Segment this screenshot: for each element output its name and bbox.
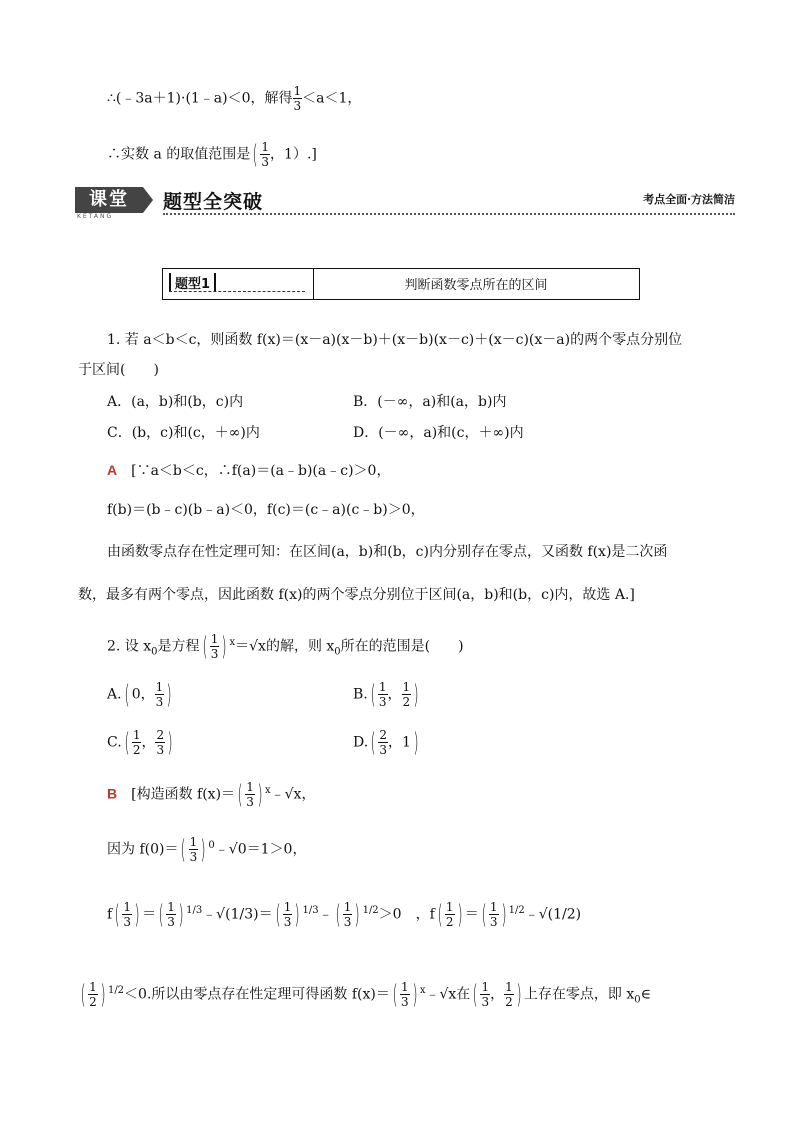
- q2-stem: 2. 设 $x_0$是方程( $\frac{1}{3}$ ) $^x$＝√x的解，则 $x_0$所在的范围是( ): [107, 631, 464, 662]
- type-label-cell: [163, 269, 314, 299]
- q1-solution-2: f(b)＝(b﹣c)(b﹣a)＜0，f(c)＝(c﹣a)(c﹣b)＞0，: [107, 502, 425, 518]
- question-type-box: [162, 268, 640, 300]
- q1-option-d: D．(－∞，a)和(c，＋∞)内: [353, 425, 524, 441]
- q1-option-c: C．(b，c)和(c，＋∞)内: [107, 425, 260, 441]
- intro-line-1: ∴(﹣3a＋1)·(1﹣a)＜0，解得 $\frac{1}{3}$ ＜a＜1，: [107, 84, 362, 113]
- q1-stem-2: 于区间( ): [78, 362, 159, 378]
- q2-solution-1: B [构造函数 f(x)＝( $\frac{1}{3}$ ) $^x$﹣√x，: [107, 779, 316, 810]
- q1-answer: A: [107, 462, 118, 478]
- type-title: 判断函数零点所在的区间: [404, 278, 548, 293]
- banner-title: 题型全突破: [163, 191, 264, 213]
- banner-arrow: [143, 187, 153, 213]
- q2-option-c: C.( $\frac{1}{2}$ ， $\frac{2}{3}$ ): [107, 727, 173, 758]
- q1-solution-3: 由函数零点存在性定理可知：在区间(a，b)和(b，c)内分别存在零点，又函数 f(x)是二次函: [107, 544, 668, 560]
- banner-badge: 课堂: [75, 187, 143, 213]
- q2-solution-4: ( $\frac{1}{2}$ ) $^{1/2}$＜0.所以由零点存在性定理可得函数 f(x)＝( $\frac{1}{3}$ ) $^x$﹣√x在( $\frac{1}{3}$ ， $\frac{1}{2}$ ) 上存在零点，即 $x_0\in$: [80, 979, 651, 1010]
- q2-solution-3: f( $\frac{1}{3}$ ) ＝( $\frac{1}{3}$ ) $^{1/3}$﹣√(1/3)＝( $\frac{1}{3}$ ) $^{1/3}$﹣( $\frac{1}{3}$ ) $^{1/2}$＞0 ，f( $\frac{1}{2}$ ) ＝( $\frac{1}{3}$ ) $^{1/2}$﹣√(1/2): [107, 899, 582, 930]
- q2-option-b: B.( $\frac{1}{3}$ ， $\frac{1}{2}$ ): [353, 679, 419, 710]
- q1-solution-1: A [∵a＜b＜c，∴f(a)＝(a﹣b)(a﹣c)＞0，: [107, 462, 391, 479]
- q1-solution-4: 数，最多有两个零点，因此函数 f(x)的两个零点分别位于区间(a，b)和(b，c)内，故选 A.]: [78, 587, 635, 603]
- banner-tag: 考点全面·方法简洁: [643, 193, 735, 206]
- banner-badge-sub: KETANG: [77, 213, 114, 220]
- q2-option-d: D.( $\frac{2}{3}$ ，1): [353, 727, 419, 758]
- intro-line-2: ∴实数 a 的取值范围是( $\frac{1}{3}$ ，1）.]: [107, 139, 317, 170]
- section-banner: [75, 185, 735, 225]
- q1-option-a: A．(a，b)和(b，c)内: [107, 394, 244, 410]
- q2-solution-2: 因为 f(0)＝( $\frac{1}{3}$ ) $^0$﹣√0＝1＞0，: [107, 834, 307, 865]
- banner-underline: [163, 213, 735, 215]
- q1-option-b: B．(－∞，a)和(a，b)内: [353, 394, 507, 410]
- q2-option-a: A.( 0， $\frac{1}{3}$ ): [107, 679, 172, 710]
- q2-answer: B: [107, 785, 118, 802]
- q1-stem-1: 1. 若 a＜b＜c，则函数 f(x)＝(x－a)(x－b)＋(x－b)(x－c)＋(x－c)(x－a)的两个零点分别位: [107, 332, 683, 348]
- type-label: 题型1: [169, 273, 216, 292]
